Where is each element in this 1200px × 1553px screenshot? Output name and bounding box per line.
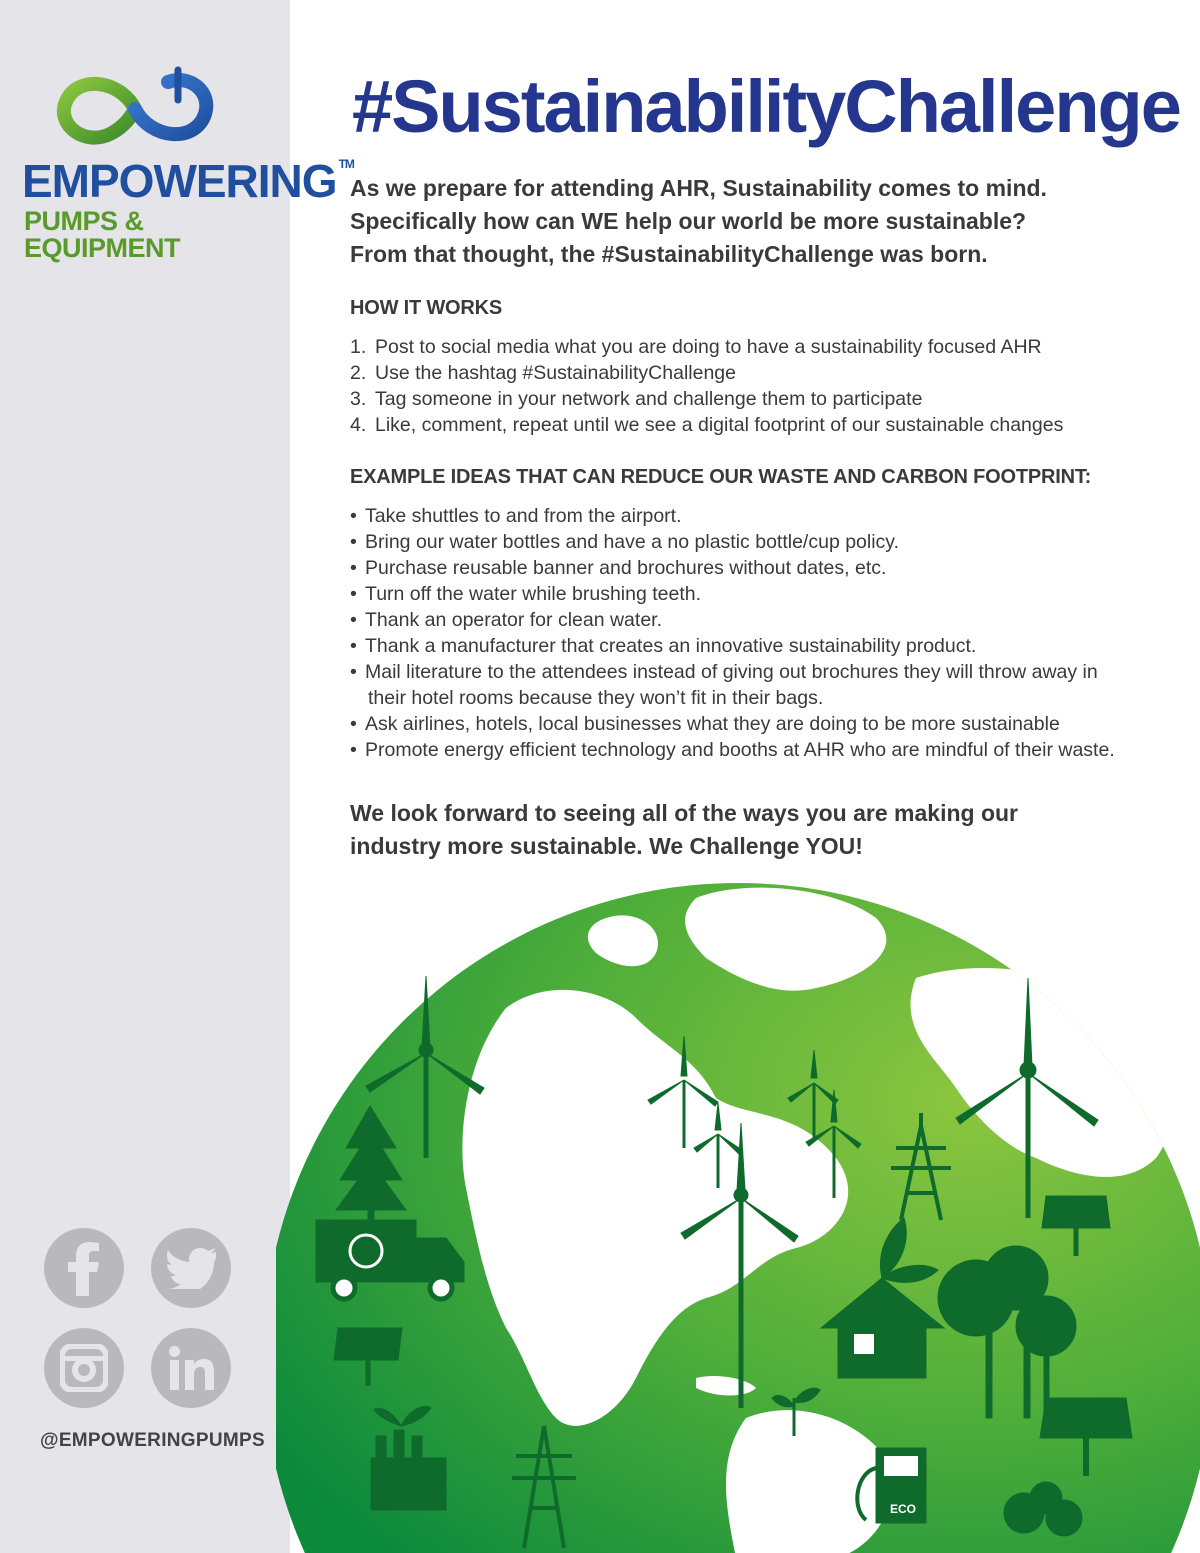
intro-paragraph xyxy=(350,172,1170,271)
infinity-power-logo-icon xyxy=(50,64,220,154)
list-item: 3. Tag someone in your network and challenge them to participate xyxy=(350,388,923,410)
eco-label: ECO xyxy=(890,1502,917,1516)
list-item: • Bring our water bottles and have a no plastic bottle/cup policy. xyxy=(350,531,900,553)
closing-line: industry more sustainable. We Challenge YOU! xyxy=(350,833,863,859)
list-item: 1. Post to social media what you are doing to have a sustainability focused AHR xyxy=(350,336,1042,358)
list-item: • Thank an operator for clean water. xyxy=(350,609,663,631)
list-item: • Take shuttles to and from the airport. xyxy=(350,505,682,527)
sidebar xyxy=(0,0,354,1553)
eco-globe-illustration xyxy=(276,858,1200,1553)
list-item: • Mail literature to the attendees instead of giving out brochures they will throw away in xyxy=(350,661,1098,683)
list-item: • Thank a manufacturer that creates an innovative sustainability product. xyxy=(350,635,977,657)
list-item: • Promote energy efficient technology and booths at AHR who are mindful of their waste. xyxy=(350,739,1115,761)
list-item: • Ask airlines, hotels, local businesses what they are doing to be more sustainable xyxy=(350,713,1060,735)
twitter-icon[interactable] xyxy=(151,1228,231,1308)
social-links xyxy=(44,1228,234,1408)
closing-line: We look forward to seeing all of the ways you are making our xyxy=(350,800,1018,826)
example-ideas-heading: EXAMPLE IDEAS THAT CAN REDUCE OUR WASTE AND CARBON FOOTPRINT: xyxy=(350,466,1092,488)
list-item: • Turn off the water while brushing teeth. xyxy=(350,583,702,605)
list-item: • Purchase reusable banner and brochures without dates, etc. xyxy=(350,557,887,579)
closing-paragraph xyxy=(350,797,1170,863)
example-ideas-list xyxy=(350,503,1115,763)
list-item: 4. Like, comment, repeat until we see a digital footprint of our sustainable changes xyxy=(350,414,1064,436)
facebook-icon[interactable] xyxy=(44,1228,124,1308)
list-item: 2. Use the hashtag #SustainabilityChallenge xyxy=(350,362,736,384)
intro-line: As we prepare for attending AHR, Sustainability comes to mind. xyxy=(350,175,1047,201)
intro-line: Specifically how can WE help our world be more sustainable? xyxy=(350,208,1027,234)
page-title: #SustainabilityChallenge xyxy=(352,65,1180,148)
social-handle[interactable]: @EMPOWERINGPUMPS xyxy=(40,1430,265,1451)
instagram-icon[interactable] xyxy=(44,1328,124,1408)
linkedin-icon[interactable] xyxy=(151,1328,231,1408)
brand-name-bottom: PUMPS & EQUIPMENT xyxy=(24,206,181,263)
intro-line: From that thought, the #SustainabilityChallenge was born. xyxy=(350,241,988,267)
how-it-works-heading: HOW IT WORKS xyxy=(350,297,503,319)
brand-name-top: EMPOWERING ™ xyxy=(22,155,354,207)
how-it-works-list xyxy=(350,334,1063,438)
list-item-continuation: their hotel rooms because they won’t fit in their bags. xyxy=(368,687,824,709)
